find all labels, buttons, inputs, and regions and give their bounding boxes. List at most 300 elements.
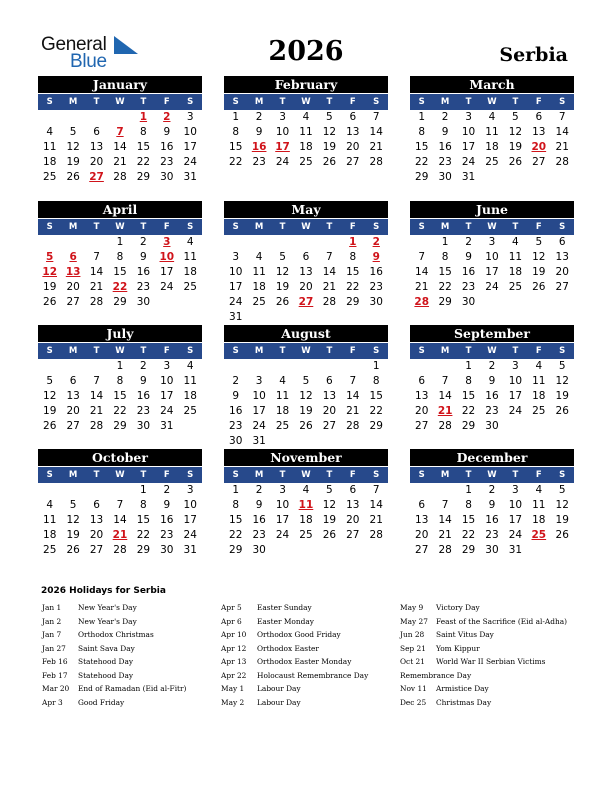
holiday-name: Feast of the Sacrifice (Eid al-Adha) [436, 616, 568, 626]
day-cell: 18 [508, 266, 523, 278]
day-cell: 23 [369, 281, 383, 293]
holiday-day-cell: 5 [46, 251, 54, 263]
weekday-header [224, 342, 388, 359]
weekday-label: T [465, 97, 472, 107]
day-cell: 9 [255, 126, 263, 138]
day-cell: 25 [183, 281, 197, 293]
week-row [38, 513, 202, 528]
day-cell: 27 [415, 420, 429, 432]
weekday-label: T [465, 470, 472, 480]
month-title: February [224, 76, 388, 93]
holiday-name: Labour Day [257, 697, 301, 707]
day-cell: 2 [140, 360, 147, 372]
weekday-label: F [163, 346, 170, 356]
day-cell: 18 [532, 390, 546, 402]
day-cell: 10 [229, 266, 243, 278]
day-cell: 11 [43, 514, 57, 526]
month-june [410, 201, 574, 310]
holiday-name: Easter Monday [257, 616, 314, 626]
weekday-label: W [115, 222, 125, 232]
empty-cell [410, 483, 433, 498]
day-cell: 11 [183, 375, 197, 387]
week-row [224, 359, 388, 374]
empty-cell [318, 434, 341, 449]
empty-cell [318, 235, 341, 250]
day-cell: 14 [89, 390, 104, 402]
empty-cell [480, 170, 503, 185]
empty-cell [271, 434, 294, 449]
holiday-row [221, 601, 368, 615]
day-cell: 21 [89, 405, 104, 417]
day-cell: 7 [418, 251, 426, 263]
holiday-day-cell: 10 [159, 251, 175, 263]
day-cell: 19 [66, 529, 80, 541]
week-row [224, 295, 388, 310]
weekday-header [410, 93, 574, 110]
day-cell: 1 [140, 484, 147, 496]
empty-cell [480, 295, 503, 310]
day-cell: 3 [163, 360, 171, 372]
day-cell: 3 [512, 484, 519, 496]
day-cell: 26 [532, 281, 546, 293]
day-cell: 14 [89, 266, 104, 278]
day-cell: 30 [136, 296, 151, 308]
holiday-name: New Year's Day [78, 616, 137, 626]
day-cell: 25 [508, 281, 523, 293]
weekday-label: T [512, 346, 519, 356]
day-cell: 29 [438, 296, 452, 308]
day-cell: 28 [322, 296, 337, 308]
holiday-date: Sep 21 [400, 643, 426, 653]
day-cell: 13 [89, 514, 104, 526]
day-cell: 10 [183, 126, 197, 138]
day-cell: 17 [508, 514, 523, 526]
week-row [410, 483, 574, 498]
week-row [224, 265, 388, 280]
day-cell: 28 [113, 544, 127, 556]
holiday-row [42, 655, 186, 669]
day-cell: 14 [438, 390, 452, 402]
week-row [224, 110, 388, 125]
day-cell: 9 [140, 251, 147, 263]
holiday-row [221, 642, 368, 656]
day-cell: 23 [229, 420, 243, 432]
holiday-date: Jan 7 [42, 630, 62, 639]
day-cell: 24 [275, 156, 290, 168]
day-cell: 16 [229, 405, 243, 417]
holiday-row [221, 669, 368, 683]
day-cell: 3 [255, 375, 263, 387]
day-cell: 27 [532, 156, 546, 168]
empty-cell [155, 295, 178, 310]
holiday-row [42, 696, 186, 710]
holiday-name: Orthodox Easter Monday [257, 657, 352, 666]
week-row [224, 498, 388, 513]
empty-cell [38, 110, 61, 125]
empty-cell [365, 310, 388, 325]
day-cell: 13 [415, 514, 429, 526]
day-cell: 18 [275, 405, 290, 417]
week-row [224, 404, 388, 419]
weekday-label: M [254, 470, 264, 480]
weekday-label: F [349, 346, 356, 356]
empty-cell [341, 434, 364, 449]
empty-cell [271, 310, 294, 325]
holiday-day-cell: 22 [112, 281, 128, 293]
holiday-name: Remembrance Day [400, 670, 472, 680]
day-cell: 22 [461, 529, 476, 541]
day-cell: 19 [43, 281, 57, 293]
day-cell: 31 [183, 544, 197, 556]
empty-cell [38, 483, 61, 498]
day-cell: 13 [322, 390, 337, 402]
day-cell: 29 [229, 544, 243, 556]
day-cell: 28 [346, 420, 360, 432]
weekday-label: S [559, 97, 566, 107]
day-cell: 4 [302, 484, 310, 496]
week-row [224, 280, 388, 295]
weekday-label: T [140, 346, 147, 356]
day-cell: 25 [43, 544, 57, 556]
logo-text-blue: Blue [70, 51, 107, 72]
day-cell: 24 [252, 420, 266, 432]
day-cell: 21 [369, 514, 383, 526]
month-title: August [224, 325, 388, 342]
day-cell: 5 [69, 126, 77, 138]
holiday-name: Saint Vitus Day [436, 630, 494, 639]
holiday-row [42, 628, 186, 642]
day-cell: 17 [160, 390, 174, 402]
week-row [224, 310, 388, 325]
day-cell: 15 [229, 141, 243, 153]
day-cell: 26 [299, 420, 313, 432]
day-cell: 20 [415, 529, 429, 541]
day-cell: 15 [113, 266, 127, 278]
day-cell: 24 [485, 281, 499, 293]
day-cell: 14 [113, 141, 127, 153]
day-cell: 30 [485, 544, 499, 556]
day-cell: 26 [275, 296, 290, 308]
day-cell: 24 [508, 529, 523, 541]
day-cell: 28 [369, 529, 383, 541]
day-cell: 27 [66, 420, 80, 432]
month-april [38, 201, 202, 310]
holiday-day-cell: 2 [372, 236, 380, 248]
week-row [410, 125, 574, 140]
day-cell: 1 [465, 360, 472, 372]
empty-cell [504, 170, 527, 185]
day-cell: 12 [508, 126, 523, 138]
week-row [224, 543, 388, 558]
day-cell: 8 [372, 375, 380, 387]
day-cell: 8 [465, 499, 472, 511]
day-cell: 31 [183, 171, 197, 183]
day-cell: 11 [275, 390, 290, 402]
week-row [38, 110, 202, 125]
day-cell: 18 [183, 390, 197, 402]
day-cell: 26 [555, 405, 569, 417]
weekday-header [410, 342, 574, 359]
day-cell: 16 [485, 514, 499, 526]
weekday-label: S [418, 346, 425, 356]
day-cell: 5 [69, 499, 77, 511]
day-cell: 14 [369, 126, 383, 138]
day-cell: 1 [418, 111, 426, 123]
month-september [410, 325, 574, 434]
holiday-day-cell: 2 [163, 111, 171, 123]
weekday-label: W [115, 346, 125, 356]
day-cell: 22 [136, 156, 151, 168]
day-cell: 24 [461, 156, 476, 168]
day-cell: 31 [160, 420, 174, 432]
day-cell: 17 [160, 266, 174, 278]
month-title: June [410, 201, 574, 218]
weekday-label: S [232, 346, 239, 356]
day-cell: 3 [186, 111, 194, 123]
holiday-date: Jun 28 [400, 630, 425, 639]
holiday-name: Labour Day [257, 684, 301, 693]
holiday-date: Dec 25 [400, 697, 427, 707]
day-cell: 4 [186, 360, 194, 372]
empty-cell [85, 110, 108, 125]
day-cell: 15 [461, 390, 476, 402]
weekday-label: W [487, 470, 497, 480]
week-row [410, 170, 574, 185]
day-cell: 4 [488, 111, 496, 123]
weekday-label: T [512, 222, 519, 232]
holiday-day-cell: 9 [372, 251, 380, 263]
day-cell: 13 [89, 141, 104, 153]
day-cell: 13 [555, 251, 569, 263]
empty-cell [527, 543, 550, 558]
empty-cell [179, 419, 202, 434]
weekday-label: W [301, 346, 311, 356]
day-cell: 27 [555, 281, 569, 293]
holiday-row [221, 696, 368, 710]
day-cell: 7 [372, 484, 380, 496]
week-row [38, 374, 202, 389]
weekday-header [38, 218, 202, 235]
day-cell: 10 [275, 499, 290, 511]
day-cell: 6 [302, 251, 310, 263]
day-cell: 2 [163, 484, 171, 496]
holiday-name: Statehood Day [78, 657, 134, 666]
weekday-label: T [279, 222, 286, 232]
holiday-name: Yom Kippur [436, 643, 480, 653]
day-cell: 6 [326, 375, 333, 387]
empty-cell [38, 235, 61, 250]
day-cell: 30 [369, 296, 383, 308]
empty-cell [365, 543, 388, 558]
day-cell: 11 [508, 251, 523, 263]
day-cell: 10 [508, 375, 523, 387]
day-cell: 20 [555, 266, 569, 278]
holiday-date: May 9 [400, 603, 424, 612]
day-cell: 10 [183, 499, 197, 511]
day-cell: 13 [66, 390, 80, 402]
weekday-label: W [487, 346, 497, 356]
week-row [38, 498, 202, 513]
week-row [410, 528, 574, 543]
week-row [410, 280, 574, 295]
day-cell: 28 [113, 171, 127, 183]
day-cell: 21 [415, 281, 429, 293]
day-cell: 20 [415, 405, 429, 417]
weekday-label: F [349, 222, 356, 232]
day-cell: 28 [438, 420, 452, 432]
holiday-date: Apr 6 [221, 616, 242, 626]
weekday-header [38, 466, 202, 483]
day-cell: 25 [275, 420, 290, 432]
day-cell: 1 [116, 360, 124, 372]
holiday-name: New Year's Day [78, 603, 137, 612]
day-cell: 12 [322, 126, 337, 138]
weekday-label: S [232, 97, 239, 107]
day-cell: 15 [438, 266, 452, 278]
day-cell: 16 [438, 141, 452, 153]
day-cell: 15 [415, 141, 429, 153]
week-row [410, 513, 574, 528]
month-december [410, 449, 574, 558]
day-cell: 27 [346, 156, 360, 168]
day-cell: 4 [279, 375, 286, 387]
month-october [38, 449, 202, 558]
week-row [38, 419, 202, 434]
holiday-row [400, 682, 567, 696]
week-row [38, 140, 202, 155]
day-cell: 17 [183, 141, 197, 153]
week-row [410, 295, 574, 310]
day-cell: 8 [140, 126, 147, 138]
weekday-label: S [373, 97, 380, 107]
holiday-day-cell: 27 [89, 171, 104, 183]
holiday-date: Apr 22 [221, 670, 247, 680]
day-cell: 30 [229, 435, 243, 447]
weekday-label: M [440, 222, 450, 232]
weekday-label: M [254, 346, 264, 356]
day-cell: 2 [255, 111, 263, 123]
day-cell: 15 [136, 141, 151, 153]
week-row [224, 235, 388, 250]
day-cell: 24 [183, 529, 197, 541]
holiday-date: Feb 16 [42, 657, 68, 666]
holiday-name: Saint Sava Day [78, 643, 135, 653]
day-cell: 5 [326, 111, 333, 123]
day-cell: 22 [415, 156, 429, 168]
day-cell: 16 [369, 266, 383, 278]
day-cell: 25 [485, 156, 499, 168]
month-march [410, 76, 574, 185]
weekday-label: M [254, 97, 264, 107]
month-july [38, 325, 202, 434]
holiday-row [221, 628, 368, 642]
empty-cell [247, 359, 270, 374]
day-cell: 4 [512, 236, 519, 248]
day-cell: 25 [252, 296, 266, 308]
holiday-day-cell: 1 [349, 236, 357, 248]
day-cell: 12 [299, 390, 313, 402]
week-row [410, 359, 574, 374]
weekday-label: S [418, 222, 425, 232]
holiday-date: Nov 11 [400, 684, 427, 693]
week-row [224, 513, 388, 528]
day-cell: 29 [136, 544, 151, 556]
day-cell: 20 [66, 405, 80, 417]
holiday-day-cell: 28 [414, 296, 430, 308]
week-row [224, 155, 388, 170]
weekday-label: T [93, 222, 100, 232]
empty-cell [271, 543, 294, 558]
month-may [224, 201, 388, 325]
day-cell: 9 [465, 251, 472, 263]
week-row [410, 543, 574, 558]
holiday-row [42, 682, 186, 696]
day-cell: 9 [488, 499, 496, 511]
weekday-label: S [46, 222, 53, 232]
day-cell: 12 [555, 499, 569, 511]
day-cell: 1 [441, 236, 449, 248]
holiday-date: Apr 5 [221, 603, 242, 612]
day-cell: 6 [69, 375, 77, 387]
day-cell: 25 [299, 156, 313, 168]
day-cell: 7 [116, 499, 124, 511]
weekday-label: T [140, 97, 147, 107]
day-cell: 18 [43, 156, 57, 168]
day-cell: 6 [535, 111, 543, 123]
holiday-date: Jan 2 [42, 616, 62, 626]
day-cell: 6 [349, 111, 357, 123]
day-cell: 24 [160, 405, 174, 417]
week-row [224, 483, 388, 498]
holiday-day-cell: 27 [298, 296, 314, 308]
empty-cell [433, 359, 456, 374]
month-title: July [38, 325, 202, 342]
holiday-name: Holocaust Remembrance Day [257, 670, 369, 680]
day-cell: 17 [485, 266, 499, 278]
weekday-label: T [512, 470, 519, 480]
weekday-label: W [301, 222, 311, 232]
weekday-label: T [93, 470, 100, 480]
day-cell: 12 [532, 251, 546, 263]
empty-cell [504, 295, 527, 310]
holiday-row [42, 615, 186, 629]
day-cell: 29 [461, 420, 476, 432]
day-cell: 11 [532, 499, 546, 511]
day-cell: 7 [349, 375, 357, 387]
day-cell: 16 [160, 141, 174, 153]
day-cell: 30 [136, 420, 151, 432]
day-cell: 30 [461, 296, 476, 308]
empty-cell [61, 235, 84, 250]
day-cell: 23 [136, 281, 151, 293]
day-cell: 5 [302, 375, 310, 387]
weekday-label: S [373, 346, 380, 356]
empty-cell [179, 295, 202, 310]
day-cell: 15 [136, 514, 151, 526]
day-cell: 19 [508, 141, 523, 153]
weekday-header [410, 218, 574, 235]
holiday-column [400, 601, 567, 709]
day-cell: 30 [160, 171, 174, 183]
week-row [224, 140, 388, 155]
day-cell: 9 [232, 390, 240, 402]
day-cell: 26 [66, 544, 80, 556]
day-cell: 17 [461, 141, 476, 153]
empty-cell [318, 359, 341, 374]
day-cell: 13 [415, 390, 429, 402]
day-cell: 11 [532, 375, 546, 387]
weekday-label: T [279, 346, 286, 356]
